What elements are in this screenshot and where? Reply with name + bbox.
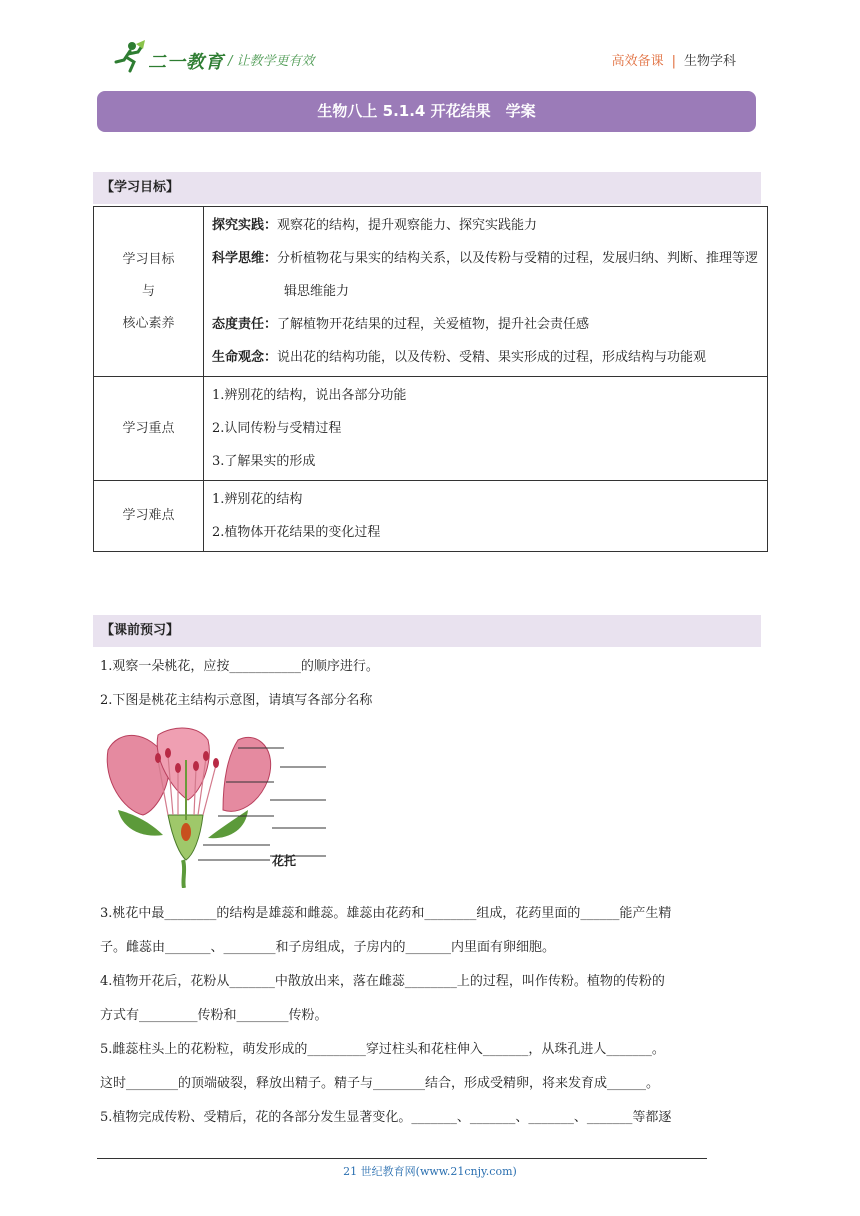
question-5-line-2: 这时________的顶端破裂，释放出精子。精子与________结合，形成受精卵，将来发育成______。 xyxy=(100,1076,660,1091)
list-item: 2.认同传粉与受精过程 xyxy=(212,421,342,436)
table-row xyxy=(94,207,768,377)
goals-table xyxy=(93,206,768,552)
header-tag-b: 生物学科 xyxy=(683,54,736,69)
row-content xyxy=(204,481,768,552)
header-subject xyxy=(612,50,736,69)
list-item: 2.植物体开花结果的变化过程 xyxy=(212,525,381,540)
table-row xyxy=(94,481,768,552)
figure-label-receptacle: 花托 xyxy=(272,854,297,868)
question-4-line-1: 4.植物开花后，花粉从_______中散放出来，落在雌蕊________上的过程，叫作传粉。植物的传粉的 xyxy=(100,974,665,989)
peach-flower-diagram xyxy=(98,720,338,888)
list-item: 态度责任：了解植物开花结果的过程，关爱植物，提升社会责任感 xyxy=(212,317,590,332)
list-item: 3.了解果实的形成 xyxy=(212,454,316,469)
section-heading-preview: 【课前预习】 xyxy=(93,615,761,647)
footer-link[interactable]: 21 世纪教育网(www.21cnjy.com) xyxy=(343,1165,517,1178)
question-6: 5.植物完成传粉、受精后，花的各部分发生显著变化。_______、_______、_______、_______等都逐 xyxy=(100,1110,672,1125)
row-label: 学习重点 xyxy=(94,377,204,481)
question-3-line-2: 子。雌蕊由_______、________和子房组成，子房内的_______内里面有卵细胞。 xyxy=(100,940,556,955)
row-label: 学习难点 xyxy=(94,481,204,552)
row-content xyxy=(204,377,768,481)
question-4-line-2: 方式有_________传粉和________传粉。 xyxy=(100,1008,328,1023)
footer-divider xyxy=(97,1158,707,1159)
table-row xyxy=(94,377,768,481)
section-heading-goals: 【学习目标】 xyxy=(93,172,761,204)
question-1: 1.观察一朵桃花，应按___________的顺序进行。 xyxy=(100,659,379,674)
question-5-line-1: 5.雌蕊柱头上的花粉粒，萌发形成的_________穿过柱头和花柱伸入_______，从珠孔进人_______。 xyxy=(100,1042,665,1057)
list-item: 1.辨别花的结构，说出各部分功能 xyxy=(212,388,407,403)
brand-name: 二一教育 xyxy=(148,52,224,73)
list-item: 生命观念：说出花的结构功能，以及传粉、受精、果实形成的过程，形成结构与功能观 xyxy=(212,350,707,365)
header-separator: | xyxy=(671,54,676,69)
list-item: 探究实践：观察花的结构，提升观察能力、探究实践能力 xyxy=(212,218,538,233)
page-header xyxy=(0,0,860,80)
header-tag-a: 高效备课 xyxy=(611,54,664,69)
row-label: 学习目标 与 核心素养 xyxy=(94,207,204,377)
row-content xyxy=(204,207,768,377)
brand-slogan: / 让教学更有效 xyxy=(228,54,315,69)
list-item: 1.辨别花的结构 xyxy=(212,492,303,507)
question-3-line-1: 3.桃花中最________的结构是雄蕊和雌蕊。雄蕊由花药和________组成，花药里面的______能产生精 xyxy=(100,906,672,921)
question-2: 2.下图是桃花主结构示意图，请填写各部分名称 xyxy=(100,693,373,708)
runner-logo-icon xyxy=(112,40,146,74)
list-item: 科学思维：分析植物花与果实的结构关系，以及传粉与受精的过程，发展归纳、判断、推理等逻辑思维能力 xyxy=(212,251,759,299)
page-title: 生物八上 5.1.4 开花结果 学案 xyxy=(97,91,756,132)
